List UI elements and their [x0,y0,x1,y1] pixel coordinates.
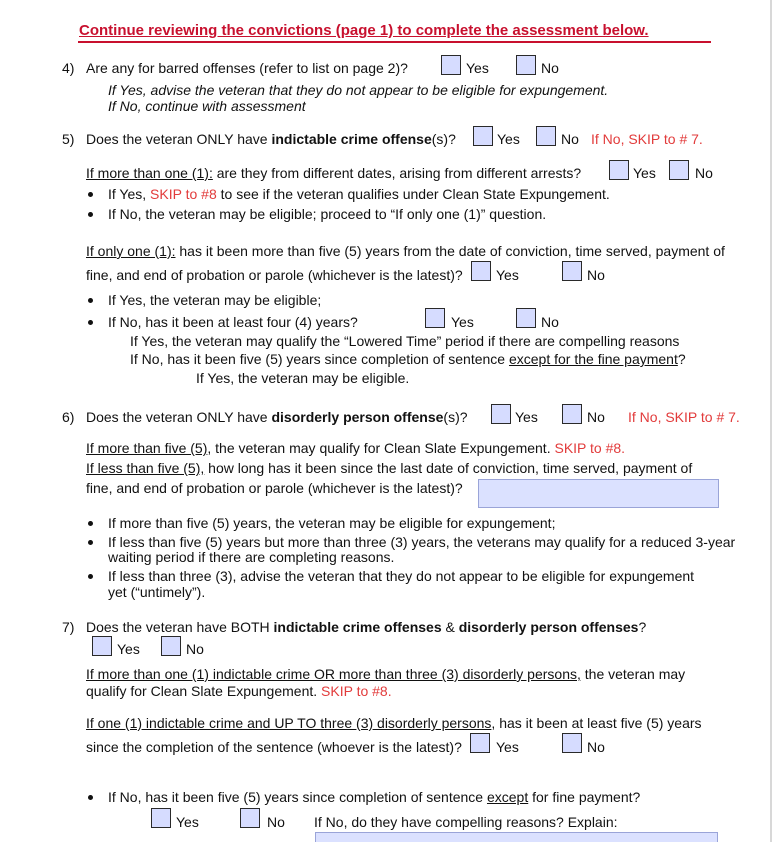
q7-number: 7) [62,619,75,635]
q6-question-b: disorderly person offense [271,409,444,425]
q7-bullet-fine-u: except [486,789,529,805]
q7-yes-checkbox[interactable] [92,636,112,656]
q5-fine-payment-b: ? [677,351,686,367]
bullet [88,192,93,197]
q7-one-indictable-2: since the completion of the sentence (whoever is the latest)? [86,739,462,755]
q7-fine-yes-label: Yes [176,814,199,830]
bullet [88,320,93,325]
q7-five-no-label: No [587,739,605,755]
q5-bullet-no: If No, the veteran may be eligible; proceed to “If only one (1)” question. [108,206,547,222]
header-rule [78,41,711,43]
q5-only-one-text-2: fine, and end of probation or parole (whichever is the latest)? [86,267,463,283]
q7-more-than-one-2 [86,683,392,699]
q5-multi-yes-checkbox[interactable] [609,160,629,180]
q5-four-yes-checkbox[interactable] [425,308,445,328]
q5-one-yes-label: Yes [496,267,519,283]
q7-fine-yes-checkbox[interactable] [151,808,171,828]
q5-multi-question [86,165,581,181]
page-header: Continue reviewing the convictions (page 1) to complete the assessment below. [79,22,649,39]
q6-less-than-five [86,460,692,476]
bullet [88,540,93,545]
q4-number: 4) [62,60,75,76]
q5-only-one-label: If only one (1): [86,243,176,259]
q6-less-label: If less than five (5), [86,460,205,476]
q5-bullet-yes [108,186,610,202]
q5-fine-payment-a: If No, has it been five (5) years since completion of sentence [130,351,509,367]
q5-one-no-label: No [587,267,605,283]
q5-multi-label: If more than one (1): [86,165,213,181]
q6-bullet-three-to-five: If less than five (5) years but more than three (3) years, the veterans may qualify for a reduced 3-year [108,534,736,550]
q5-one-yes-checkbox[interactable] [471,261,491,281]
q7-no-checkbox[interactable] [161,636,181,656]
q4-yes-checkbox[interactable] [441,55,461,75]
page-edge-divider [770,0,772,842]
q5-bullet-four-years: If No, has it been at least four (4) years? [108,314,358,330]
q7-compelling-explain-field[interactable] [315,832,718,842]
q7-compelling-prompt: If No, do they have compelling reasons? Explain: [314,814,618,830]
q6-less-text-2: fine, and end of probation or parole (whichever is the latest)? [86,480,463,496]
q7-one-label: If one (1) indictable crime and UP TO three (3) disorderly persons [86,715,492,731]
q6-yes-label: Yes [515,409,538,425]
q7-one-indictable [86,715,702,731]
q5-fine-payment-u: except for the fine payment [508,351,678,367]
bullet [88,298,93,303]
q5-four-no-checkbox[interactable] [516,308,536,328]
q5-multi-yes-label: Yes [633,165,656,181]
q5-question [86,131,456,147]
q6-more-than-five [86,440,625,456]
q6-bullet-three-to-five-2: waiting period if there are completing reasons. [108,549,395,565]
q5-question-a: Does the veteran ONLY have [86,131,272,147]
q6-question-a: Does the veteran ONLY have [86,409,272,425]
q4-note-yes: If Yes, advise the veteran that they do not appear to be eligible for expungement. [108,82,609,98]
q7-yes-label: Yes [117,641,140,657]
q5-bullet-yes-b: to see if the veteran qualifies under Clean State Expungement. [216,186,610,202]
q5-one-no-checkbox[interactable] [562,261,582,281]
q5-multi-no-checkbox[interactable] [669,160,689,180]
q7-bullet-fine [108,789,640,805]
q6-bullet-less-three: If less than three (3), advise the veteran that they do not appear to be eligible for expungement [108,568,695,584]
q4-no-label: No [541,60,559,76]
q7-five-no-checkbox[interactable] [562,733,582,753]
q7-more-than-one [86,666,685,682]
q7-more-text: the veteran may [580,666,686,682]
q7-fine-no-label: No [267,814,285,830]
q5-multi-text: are they from different dates, arising from different arrests? [212,165,582,181]
q6-no-label: No [587,409,605,425]
q5-only-one-text: has it been more than five (5) years from the date of conviction, time served, payment of [175,243,725,259]
q4-yes-label: Yes [466,60,489,76]
q5-fine-payment-note [130,351,686,367]
q6-question [86,409,468,425]
q6-bullet-less-three-2: yet (“untimely”). [108,584,206,600]
q5-skip-note: If No, SKIP to # 7. [591,131,703,147]
q7-bullet-fine-b: for fine payment? [528,789,641,805]
q5-lowered-time-note: If Yes, the veteran may qualify the “Lowered Time” period if there are compelling reasons [130,333,680,349]
q6-skip-note: If No, SKIP to # 7. [628,409,740,425]
q5-no-checkbox[interactable] [536,126,556,146]
q7-more-skip: SKIP to #8. [321,683,392,699]
q5-four-no-label: No [541,314,559,330]
q5-question-b: indictable crime offense [271,131,432,147]
q6-time-elapsed-field[interactable] [478,479,719,508]
q5-yes-checkbox[interactable] [473,126,493,146]
q6-yes-checkbox[interactable] [491,404,511,424]
q7-more-text-2: qualify for Clean Slate Expungement. [86,683,322,699]
q5-multi-no-label: No [695,165,713,181]
q5-eligible-note: If Yes, the veteran may be eligible. [196,370,410,386]
q4-question: Are any for barred offenses (refer to list on page 2)? [86,60,408,76]
q5-bullet-yes-a: If Yes, [108,186,151,202]
q5-only-one-question [86,243,725,259]
q7-question-d: disorderly person offenses [458,619,639,635]
q7-question-a: Does the veteran have BOTH [86,619,274,635]
bullet [88,574,93,579]
q7-one-text: , has it been at least five (5) years [491,715,702,731]
q6-more-label: If more than five (5) [86,440,208,456]
q7-five-yes-checkbox[interactable] [470,733,490,753]
q5-no-label: No [561,131,579,147]
bullet [88,212,93,217]
q5-number: 5) [62,131,75,147]
q5-four-yes-label: Yes [451,314,474,330]
bullet [88,795,93,800]
q7-fine-no-checkbox[interactable] [240,808,260,828]
q6-no-checkbox[interactable] [562,404,582,424]
q7-five-yes-label: Yes [496,739,519,755]
q4-no-checkbox[interactable] [516,55,536,75]
q7-question-e: ? [638,619,647,635]
q7-question [86,619,646,635]
q7-bullet-fine-a: If No, has it been five (5) years since completion of sentence [108,789,487,805]
q6-less-text: how long has it been since the last date of conviction, time served, payment of [204,460,693,476]
q6-question-c: (s)? [443,409,468,425]
q6-more-text: , the veteran may qualify for Clean Slate Expungement. [207,440,555,456]
q4-note-no: If No, continue with assessment [108,98,306,114]
q5-bullet-yes-skip: SKIP to #8 [150,186,217,202]
q5-bullet-eligible: If Yes, the veteran may be eligible; [108,292,322,308]
q7-question-c: & [441,619,459,635]
q6-number: 6) [62,409,75,425]
q5-yes-label: Yes [497,131,520,147]
q5-question-c: (s)? [431,131,456,147]
q7-question-b: indictable crime offenses [273,619,442,635]
bullet [88,521,93,526]
q7-more-label: If more than one (1) indictable crime OR more than three (3) disorderly persons, [86,666,581,682]
q6-more-skip: SKIP to #8. [554,440,626,456]
q7-no-label: No [186,641,204,657]
q6-bullet-more-five: If more than five (5) years, the veteran may be eligible for expungement; [108,515,556,531]
